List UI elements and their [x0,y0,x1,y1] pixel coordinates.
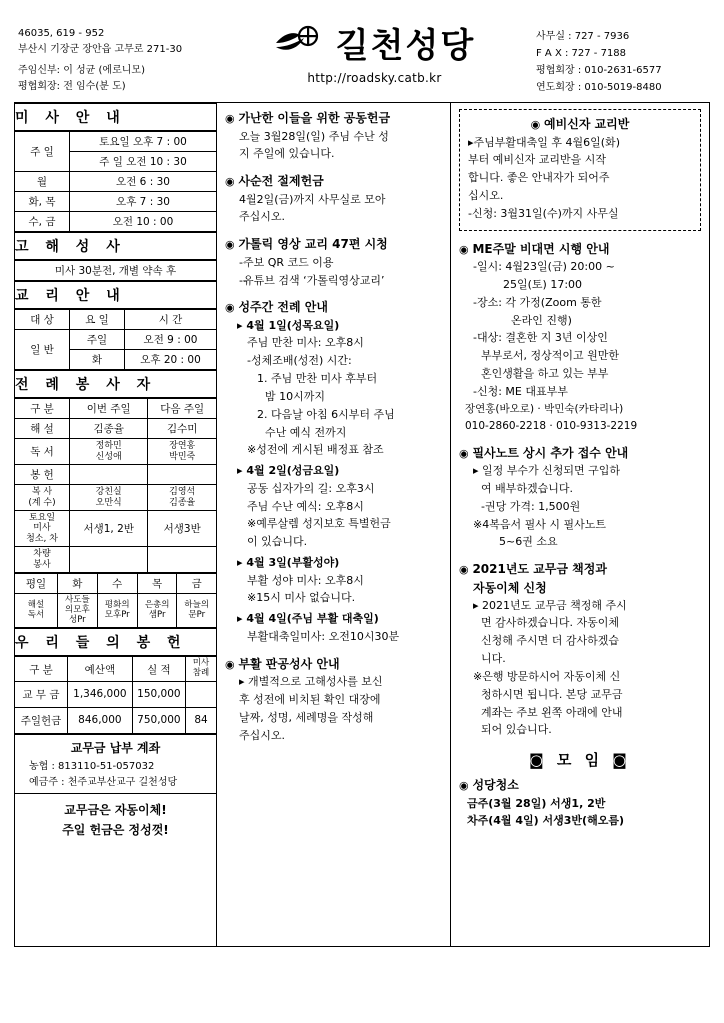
header-left-info [18,18,213,96]
cleaning-next-week: 차주(4월 4일) 서생3반(해오름) [467,814,624,828]
mass-row-time: 오전 6 : 30 [70,172,217,192]
notice-body-line: ▸주님부활대축일 후 4월6일(화) [468,135,620,149]
notice-body-line: 후 성전에 비치된 확인 대장에 [239,692,381,706]
confession-table [15,260,216,281]
mass-row-label: 수, 금 [15,212,70,232]
liturgy-role: 차량 봉사 [15,547,70,573]
offering-budget: 1,346,000 [68,681,133,707]
liturgy-next-week: 서생3반 [148,511,216,547]
notice-body-line: -대상: 결혼한 지 3년 이상인 [473,331,608,345]
liturgy-this-week: 서생1, 2반 [70,511,148,547]
weekday-head-fri: 금 [177,574,216,594]
notice-body-line: -일시: 4월23일(금) 20:00 ~ [473,260,615,274]
liturgy-role: 복 사 (계 수) [15,485,70,511]
table-row [15,192,216,212]
table-row [15,439,216,465]
notice-body-line: 지 주일에 있습니다. [239,147,335,161]
table-row [15,399,216,419]
notice-body-line: 부활대축일미사: 오전10시30분 [247,629,400,643]
notice-body-line: -장소: 각 가정(Zoom 통한 [473,295,602,309]
holyweek-day-heading: ▸ 4월 4일(주님 부활 대축일) [237,612,379,626]
doctrine-head-time: 시 간 [125,310,217,330]
bullet-icon: ◉ [225,301,239,315]
offering-notice-line2: 주일 헌금은 정성껏! [62,823,169,838]
notice-body-line: 면 감사하겠습니다. 자동이체 [481,616,620,630]
account-bank: 농협 : 813110-51-057032 [29,760,155,772]
notice-body-line: 부활 성야 미사: 오후8시 [247,573,364,587]
notice-holy-week [225,298,442,645]
notice-body-line: ▸ 개별적으로 고해성사를 보신 [239,675,383,689]
liturgy-next-week [148,465,216,485]
notice-heading-text: 필사노트 상시 추가 접수 안내 [472,445,629,460]
notice-heading [225,172,442,191]
notice-heading-line2: 자동이체 신청 [473,580,547,595]
council-chair-phone: 평협회장 : 010-2631-6577 [536,65,662,76]
office-fax: F A X : 727 - 7188 [536,48,627,59]
notice-body-line: ※성전에 게시된 배정표 참조 [247,443,384,457]
bullet-icon: ◉ [530,118,545,131]
mass-schedule-title: 미 사 안 내 [15,103,216,131]
table-row [15,132,216,152]
notice-body-line: 합니다. 좋은 안내자가 되어주 [468,171,610,185]
doctrine-head-day: 요 일 [70,310,125,330]
notice-body-line: 주님 만찬 미사: 오후8시 [247,336,364,350]
page-header [14,10,710,102]
notice-poor-offering [225,109,442,163]
notice-body-line: -성체조배(성전) 시간: [247,354,352,368]
table-row [15,681,216,707]
table-row [15,172,216,192]
offering-table [15,656,216,734]
table-row [15,212,216,232]
doctrine-day: 화 [70,350,125,370]
notice-heading [466,115,694,134]
doctrine-target: 일 반 [15,330,70,370]
offering-type: 주일헌금 [15,707,68,733]
bullet-icon: ◉ [225,657,239,671]
liturgy-this-week [70,547,148,573]
liturgy-next-week: 장연홍 박민죽 [148,439,216,465]
doctrine-day: 주일 [70,330,125,350]
account-box [15,734,216,793]
liturgy-this-week: 김종율 [70,419,148,439]
mass-row-label: 주 일 [15,132,70,172]
offering-attendance: 84 [186,707,217,733]
notice-heading [225,235,442,254]
table-row [15,511,216,547]
liturgy-this-week [70,465,148,485]
table-row [15,310,216,330]
bullet-icon: ◉ [459,446,473,460]
notice-heading-text: 성당청소 [472,778,519,793]
notice-body-line: ▸ 2021년도 교무금 책정해 주시 [473,598,627,612]
offering-notice-line1: 교무금은 자동이체! [64,802,167,817]
weekday-head-label: 평일 [15,574,58,594]
header-pastor: 주임신부: 이 성균 (에로니모) [18,65,145,76]
notice-heading [225,298,442,317]
notice-video-catechism [225,235,442,289]
weekday-wed: 평화의 모후Pr [97,594,137,628]
notice-easter-confession [225,655,442,745]
notice-body-line: 010-2860-2218 · 010-9313-2219 [465,419,638,432]
notice-heading-text: 가톨릭 영상 교리 47편 시청 [238,237,388,252]
table-row [15,419,216,439]
notice-heading-text: 예비신자 교리반 [544,117,630,131]
doctrine-title: 교 리 안 내 [15,281,216,309]
holyweek-day-heading: ▸ 4월 3일(부활성야) [237,556,340,569]
table-row [15,261,216,281]
table-row [15,594,216,628]
offering-attendance [186,681,217,707]
notice-body-line: 날짜, 성명, 세례명을 작성해 [239,710,374,724]
notice-heading [459,560,701,579]
bulletin-body [14,102,710,947]
bullet-icon: ◉ [225,112,239,125]
liturgy-volunteers-table [15,398,216,573]
notice-body-line: ※예루살렘 성지보호 특별헌금 [247,517,391,531]
notice-body-line: 공동 십자가의 길: 오후3시 [247,481,375,495]
table-row [15,574,216,594]
offering-actual: 750,000 [132,707,185,733]
right-column [451,103,709,946]
notice-heading [459,444,701,463]
meetings-title: ◙ 모 임 ◙ [529,751,631,770]
notice-body-line: 여 배부하겠습니다. [481,481,574,495]
notice-heading [459,240,701,259]
notice-body-line: 1. 주님 만찬 미사 후부터 [257,372,378,386]
notice-body-line: 되어 있습니다. [481,723,552,737]
mass-row-time: 주 일 오전 10 : 30 [70,152,217,172]
notice-body-line: 니다. [481,652,506,666]
confession-text: 미사 30분전, 개별 약속 후 [15,261,216,281]
office-phone: 사무실 : 727 - 7936 [536,31,630,42]
cleaning-this-week: 금주(3월 28일) 서생1, 2반 [467,796,606,810]
notice-body-line: 밤 10시까지 [265,389,325,403]
header-address: 부산시 기장군 장안읍 고무로 271-30 [18,43,183,55]
liturgy-next-week [148,547,216,573]
offering-notice [15,793,216,845]
weekday-head-wed: 수 [97,574,137,594]
notice-body-line: ※15시 미사 없습니다. [247,591,356,605]
doctrine-head-target: 대 상 [15,310,70,330]
notice-heading-text: 부활 판공성사 안내 [238,656,340,671]
liturgy-head-next-week: 다음 주일 [148,399,216,419]
holyweek-day-heading: ▸ 4월 2일(성금요일) [237,464,340,478]
notice-body-line: -주보 QR 코드 이용 [239,255,334,269]
liturgy-next-week: 김영석 김종율 [148,485,216,511]
notice-heading [225,109,442,128]
notice-body-line: 이 있습니다. [247,535,308,549]
church-logo-icon [274,23,326,63]
mass-row-time: 오전 10 : 00 [70,212,217,232]
header-contact-info [536,18,706,96]
notice-body-line: 오늘 3월28일(일) 주님 수난 성 [239,129,389,143]
liturgy-role: 토요일 미사 청소, 차 [15,511,70,547]
bullet-icon: ◉ [225,238,239,252]
notice-body-line: 청하시면 됩니다. 본당 교무금 [481,687,623,701]
offering-head-actual: 실 적 [132,657,185,682]
notice-heading-text: 가난한 이들을 위한 공동헌금 [238,111,391,125]
notice-transcription-note [459,444,701,552]
account-title: 교무금 납부 계좌 [70,740,161,755]
notice-me-weekend [459,240,701,435]
table-row [15,707,216,733]
catechumen-class-box [459,109,701,231]
notice-body-line: 신청해 주시면 더 감사하겠습 [481,634,620,648]
account-holder: 예금주 : 천주교부산교구 길천성당 [29,776,178,788]
bullet-icon: ◉ [459,242,473,256]
notice-heading-text: 성주간 전례 안내 [238,300,328,315]
doctrine-time: 오후 20 : 00 [125,350,217,370]
table-row [15,330,216,350]
notice-body-line: 혼인생활을 하고 있는 부부 [481,366,609,380]
doctrine-time: 오전 9 : 00 [125,330,217,350]
liturgy-volunteers-title: 전 례 봉 사 자 [15,370,216,398]
notice-body-line: -신청: ME 대표부부 [473,384,568,398]
notice-body-line: ※은행 방문하시어 자동이체 신 [473,669,621,683]
header-council-chair: 평협회장: 전 임수(분 도) [18,80,126,92]
notice-body-line: 십시오. [468,188,504,202]
offering-head-type: 구 분 [15,657,68,682]
middle-column [217,103,451,946]
mass-schedule-table [15,131,216,232]
notice-body-line: 2. 다음날 아침 6시부터 주님 [257,407,395,421]
table-row [15,485,216,511]
notice-body-line: 부터 예비신자 교리반을 시작 [468,153,607,167]
mass-row-time: 토요일 오후 7 : 00 [70,132,217,152]
notice-heading [225,655,442,674]
notice-heading-text: 사순전 절제헌금 [238,174,324,189]
liturgy-role: 봉 헌 [15,465,70,485]
notice-heading-text: ME주말 비대면 시행 안내 [472,241,610,256]
mass-row-label: 화, 목 [15,192,70,212]
notice-body-line: 온라인 진행) [511,313,572,327]
notice-body-line: 계좌는 주보 왼쪽 아래에 안내 [481,705,623,719]
notice-body-line: 주십시오. [239,728,286,742]
notice-body-line: 주님 수난 예식: 오후8시 [247,499,364,513]
notice-body-line: -유튜브 검색 ‘가톨릭영상교리’ [239,273,385,287]
notice-body-line: 주십시오. [239,210,286,224]
liturgy-head-this-week: 이번 주일 [70,399,148,419]
notice-body-line: 25일(토) 17:00 [503,277,583,291]
table-row [15,547,216,573]
left-column [15,103,217,946]
weekday-fri: 하늘의 문Pr [177,594,216,628]
header-title-area [213,18,536,96]
church-name: 길천성당 [335,26,476,66]
church-url[interactable]: http://roadsky.catb.kr [307,71,442,85]
notice-body-line: 부부로서, 정상적이고 원만한 [481,349,620,363]
notice-body-line: ▸ 일정 부수가 신청되면 구입하 [473,464,621,478]
liturgy-next-week: 김수미 [148,419,216,439]
offering-type: 교 무 금 [15,681,68,707]
offering-head-budget: 예산액 [68,657,133,682]
notice-body-line: 장연홍(바오로) · 박민숙(카타리나) [465,402,624,415]
notice-heading-text: 2021년도 교무금 책정과 [472,562,607,577]
header-address-zip: 46035, 619 - 952 [18,28,105,39]
notice-body-line: 4월2일(금)까지 사무실로 모아 [239,192,386,206]
notice-body-line: ※4복음서 필사 시 필사노트 [473,517,606,531]
confession-title: 고 해 성 사 [15,232,216,260]
holyweek-day-heading: ▸ 4월 1일(성목요일) [237,318,340,332]
offering-title: 우 리 들 의 봉 헌 [15,628,216,656]
liturgy-this-week: 강친실 오만식 [70,485,148,511]
doctrine-table [15,309,216,370]
weekday-tue: 사도들 의모후 성Pr [58,594,98,628]
weekday-volunteers-table [15,573,216,628]
liturgy-role: 해 설 [15,419,70,439]
weekday-thu: 은총의 샘Pr [137,594,177,628]
mass-row-label: 월 [15,172,70,192]
notice-body-line: -권당 가격: 1,500원 [481,499,581,513]
weekday-head-tue: 화 [58,574,98,594]
notice-body-line: -신청: 3월31일(수)까지 사무실 [468,206,619,220]
mass-row-time: 오후 7 : 30 [70,192,217,212]
weekday-role: 해설 독서 [15,594,58,628]
offering-actual: 150,000 [132,681,185,707]
offering-budget: 846,000 [68,707,133,733]
notice-heading [459,776,701,795]
notice-lent-offering [225,172,442,226]
liturgy-this-week: 정하민 신성애 [70,439,148,465]
notice-body-line: 5~6권 소요 [499,535,558,549]
bullet-icon: ◉ [459,563,473,577]
bullet-icon: ◉ [225,175,239,189]
liturgy-role: 독 서 [15,439,70,465]
notice-body-line: 수난 예식 전까지 [265,425,347,439]
meeting-church-cleaning [459,776,701,830]
liturgy-head-type: 구 분 [15,399,70,419]
table-row [15,657,216,682]
notice-2021-dues [459,560,701,739]
offering-head-attendance: 미사 참례 [186,657,217,682]
table-row [15,465,216,485]
yeondo-chair-phone: 연도회장 : 010-5019-8480 [536,82,662,93]
weekday-head-thu: 목 [137,574,177,594]
bullet-icon: ◉ [459,779,473,793]
